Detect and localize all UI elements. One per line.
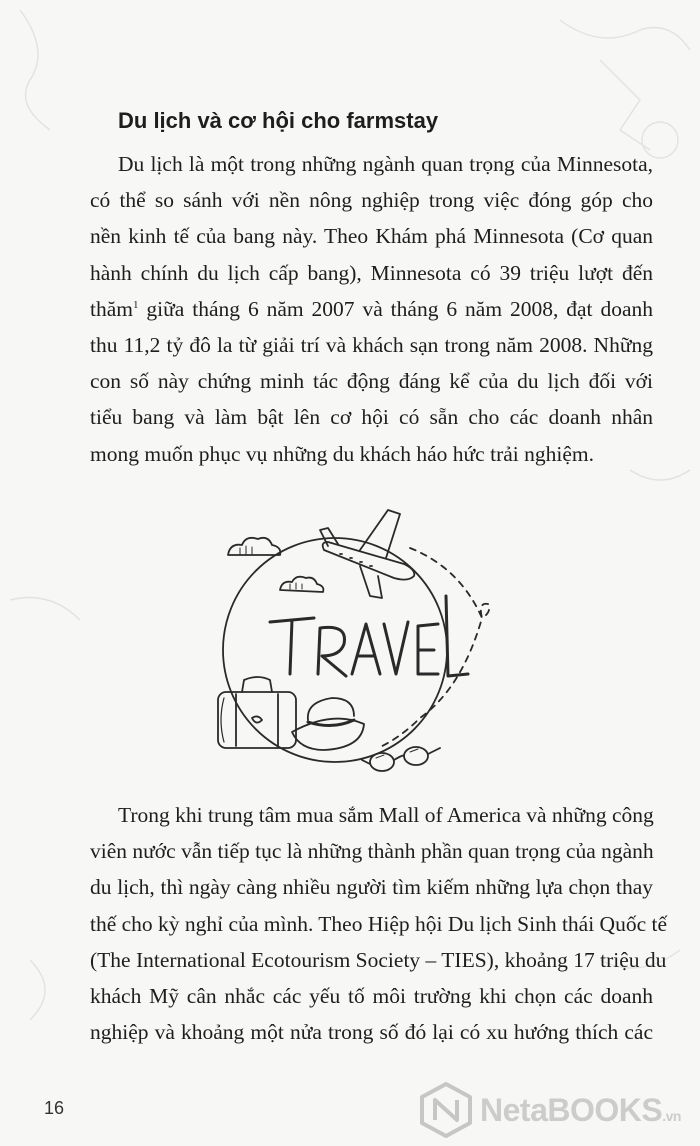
paragraph-ecotourism: [90, 797, 668, 1050]
text-line: con số này chứng minh tác động đáng kể của du lịch đối với: [90, 369, 653, 394]
text-line: tiểu bang và làm bật lên cơ hội có sẵn cho các doanh nhân: [90, 405, 653, 430]
watermark-brand: NetaBOOKS: [480, 1092, 663, 1128]
netabooks-logo-icon: [418, 1080, 474, 1140]
text-fragment: thăm: [90, 296, 133, 321]
text-line: Du lịch là một trong những ngành quan trọng của Minnesota,: [118, 152, 653, 176]
airplane-icon: [320, 510, 414, 598]
watermark: [418, 1080, 693, 1142]
footnote-marker: 1: [133, 298, 139, 311]
watermark-suffix: .vn: [662, 1108, 681, 1124]
text-line: nghiệp và khoảng một nửa trong số đó lại có xu hướng thích các: [90, 1020, 653, 1045]
hat-icon: [292, 698, 364, 750]
text-line: thu 11,2 tỷ đô la từ giải trí và khách sạn trong năm 2008. Những: [90, 333, 653, 358]
watermark-text: [480, 1092, 681, 1129]
text-line: viên nước vẫn tiếp tục là những thành phần quan trọng của ngành: [90, 839, 654, 864]
page-number: 16: [44, 1098, 65, 1118]
section-heading: Du lịch và cơ hội cho farmstay: [118, 108, 439, 133]
travel-word: TRAVEL: [260, 520, 264, 521]
text-line-with-footnote: [90, 291, 653, 327]
text-line: có thể so sánh với nền nông nghiệp trong việc đóng góp cho: [90, 188, 653, 213]
text-line: (The International Ecotourism Society – TIES), khoảng 17 triệu du: [90, 947, 667, 972]
text-line: mong muốn phục vụ những du khách háo hức trải nghiệm.: [90, 441, 594, 466]
text-line: Trong khi trung tâm mua sắm Mall of America và những công: [118, 803, 654, 827]
text-line: du lịch, thì ngày càng nhiều người tìm kiếm những lựa chọn thay: [90, 875, 653, 900]
text-fragment: giữa tháng 6 năm 2007 và tháng 6 năm 2008, đạt doanh: [146, 296, 653, 321]
text-line: hành chính du lịch cấp bang), Minnesota có 39 triệu lượt đến: [90, 260, 653, 285]
sunglasses-icon: [362, 747, 440, 771]
cloud-left-icon: [228, 538, 280, 555]
text-line: thế cho kỳ nghỉ của mình. Theo Hiệp hội Du lịch Sinh thái Quốc tế: [90, 911, 668, 936]
travel-illustration: [200, 500, 500, 780]
text-line: khách Mỹ cân nhắc các yếu tố môi trường khi chọn các doanh: [90, 984, 653, 1009]
paragraph-tourism: [90, 146, 653, 472]
text-line: nền kinh tế của bang này. Theo Khám phá Minnesota (Cơ quan: [90, 224, 653, 249]
